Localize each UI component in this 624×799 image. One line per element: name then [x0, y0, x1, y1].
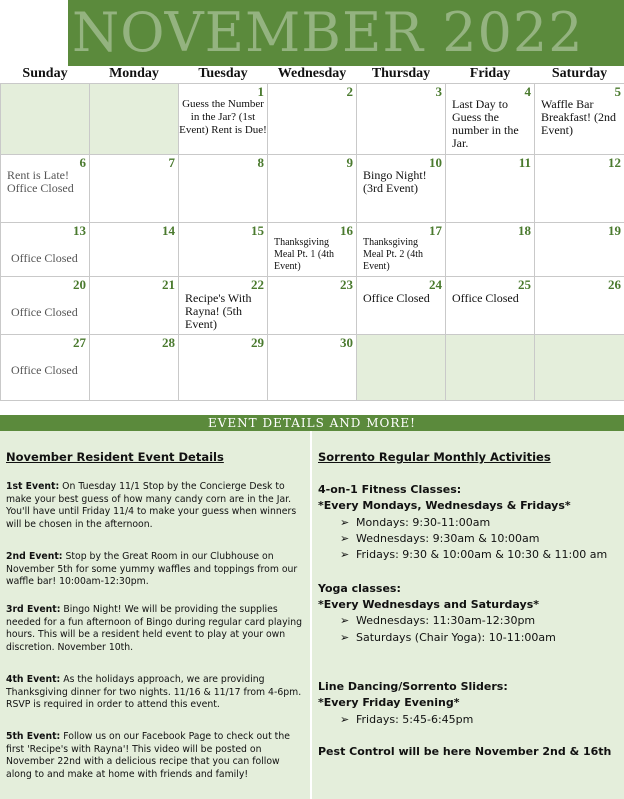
- yoga-time: Saturdays (Chair Yoga): 10-11:00am: [356, 631, 556, 644]
- week-row: [1, 83, 624, 154]
- event-paragraph-5: [6, 731, 306, 781]
- arrow-bullet-icon: ➢: [340, 631, 350, 644]
- day-cell-20: [1, 276, 90, 334]
- day-cell-10: [357, 154, 446, 222]
- day-number: 16: [340, 222, 353, 238]
- weekday-friday: Friday: [446, 66, 535, 83]
- day-cell-15: [179, 222, 268, 276]
- day-number: 25: [518, 276, 531, 292]
- monthly-activities-header: Sorrento Regular Monthly Activities: [318, 450, 551, 464]
- day-cell-12: [535, 154, 624, 222]
- day-cell-30: [268, 334, 357, 400]
- event-label: 3rd Event:: [6, 604, 61, 615]
- day-number: 5: [614, 83, 621, 99]
- day-cell-1: [179, 83, 268, 154]
- day-cell-3: [357, 83, 446, 154]
- week-row: [1, 154, 624, 222]
- day-cell-17: [357, 222, 446, 276]
- day-cell-24: [357, 276, 446, 334]
- yoga-title: Yoga classes:: [318, 582, 401, 595]
- details-title: EVENT DETAILS AND MORE!: [208, 416, 416, 430]
- weekday-wednesday: Wednesday: [268, 66, 357, 83]
- arrow-bullet-icon: ➢: [340, 516, 350, 529]
- day-event-text: Thanksgiving Meal Pt. 1 (4th Event): [274, 236, 334, 272]
- day-number: 9: [346, 154, 353, 170]
- day-cell-11: [446, 154, 535, 222]
- arrow-bullet-icon: ➢: [340, 548, 350, 561]
- day-cell-16: [268, 222, 357, 276]
- day-event-text: Rent is Late! Office Closed: [7, 167, 74, 195]
- weekday-monday: Monday: [90, 66, 179, 83]
- week-row: [1, 222, 624, 276]
- day-number: 23: [340, 276, 353, 292]
- day-cell-9: [268, 154, 357, 222]
- fitness-item: [340, 532, 540, 545]
- empty-cell: [535, 334, 624, 400]
- day-event-text: Guess the Number in the Jar? (1st Event) Rent is Due!: [179, 97, 267, 136]
- day-cell-13: [1, 222, 90, 276]
- event-text: On Tuesday 11/1 Stop by the Concierge Desk to make your best guess of how many candy corn are in the Jar. You'll have until Friday 11/4 to make your guess when winners will be chosen in the afternoon.: [6, 481, 297, 530]
- arrow-bullet-icon: ➢: [340, 532, 350, 545]
- line-dancing-schedule: *Every Friday Evening*: [318, 696, 460, 709]
- day-number: 28: [162, 334, 175, 350]
- day-number: 10: [429, 154, 442, 170]
- day-cell-8: [179, 154, 268, 222]
- event-text: Bingo Night! We will be providing the supplies needed for a fun afternoon of Bingo during regular card playing hours. This will be a resident held event to play at your own discretion. November 10th.: [6, 604, 302, 653]
- day-number: 13: [73, 222, 86, 238]
- day-number: 27: [73, 334, 86, 350]
- weekday-tuesday: Tuesday: [179, 66, 268, 83]
- day-number: 22: [251, 276, 264, 292]
- day-number: 15: [251, 222, 264, 238]
- fitness-schedule: *Every Mondays, Wednesdays & Fridays*: [318, 499, 571, 512]
- line-dancing-time: Fridays: 5:45-6:45pm: [356, 713, 474, 726]
- event-paragraph-3: [6, 604, 306, 654]
- column-divider: [310, 431, 312, 799]
- day-cell-28: [90, 334, 179, 400]
- event-paragraph-4: [6, 674, 306, 712]
- month-title: NOVEMBER 2022: [72, 1, 584, 64]
- day-cell-5: [535, 83, 624, 154]
- day-number: 7: [168, 154, 175, 170]
- day-number: 30: [340, 334, 353, 350]
- day-number: 4: [524, 83, 531, 99]
- day-event-text: Thanksgiving Meal Pt. 2 (4th Event): [363, 236, 423, 272]
- day-event-text: Last Day to Guess the number in the Jar.: [452, 96, 519, 150]
- fitness-title: 4-on-1 Fitness Classes:: [318, 483, 462, 496]
- day-cell-23: [268, 276, 357, 334]
- yoga-item: [340, 614, 535, 627]
- event-text: Follow us on our Facebook Page to check out the first 'Recipe's with Rayna'! This video will be posted on November 22nd with a delicious recipe that you can follow along to and make at home with friends and family!: [6, 731, 290, 780]
- day-event-text: Office Closed: [11, 250, 78, 265]
- day-cell-26: [535, 276, 624, 334]
- pest-control-note: Pest Control will be here November 2nd & 16th: [318, 745, 612, 758]
- day-number: 18: [518, 222, 531, 238]
- day-number: 19: [608, 222, 621, 238]
- empty-cell: [90, 83, 179, 154]
- event-label: 1st Event:: [6, 481, 60, 492]
- event-text: Stop by the Great Room in our Clubhouse on November 5th for some yummy waffles and toppings from our waffle bar! 10:00am-12:30pm.: [6, 551, 298, 587]
- day-number: 6: [79, 154, 86, 170]
- day-number: 12: [608, 154, 621, 170]
- fitness-item: [340, 516, 490, 529]
- day-event-text: Office Closed: [11, 362, 78, 377]
- arrow-bullet-icon: ➢: [340, 614, 350, 627]
- event-label: 5th Event:: [6, 731, 61, 742]
- week-row: [1, 334, 624, 400]
- weekday-thursday: Thursday: [357, 66, 446, 83]
- day-number: 2: [346, 83, 353, 99]
- line-dancing-item: [340, 713, 473, 726]
- day-number: 24: [429, 276, 442, 292]
- day-number: 3: [435, 83, 442, 99]
- day-event-text: Recipe's With Rayna! (5th Event): [185, 290, 252, 331]
- fitness-time: Wednesdays: 9:30am & 10:00am: [356, 532, 540, 545]
- fitness-time: Mondays: 9:30-11:00am: [356, 516, 491, 529]
- day-event-text: Office Closed: [452, 290, 519, 305]
- day-cell-29: [179, 334, 268, 400]
- day-cell-4: [446, 83, 535, 154]
- fitness-item: [340, 548, 607, 561]
- weekday-header-row: [1, 66, 624, 83]
- empty-cell: [357, 334, 446, 400]
- day-number: 1: [257, 83, 264, 99]
- line-dancing-title: Line Dancing/Sorrento Sliders:: [318, 680, 508, 693]
- day-number: 29: [251, 334, 264, 350]
- weekday-sunday: Sunday: [1, 66, 90, 83]
- day-cell-6: [1, 154, 90, 222]
- day-number: 11: [518, 154, 531, 170]
- day-number: 21: [162, 276, 175, 292]
- day-cell-14: [90, 222, 179, 276]
- resident-events-header: November Resident Event Details: [6, 450, 224, 464]
- day-cell-18: [446, 222, 535, 276]
- arrow-bullet-icon: ➢: [340, 713, 350, 726]
- day-cell-21: [90, 276, 179, 334]
- empty-cell: [446, 334, 535, 400]
- event-label: 4th Event:: [6, 674, 61, 685]
- yoga-item: [340, 631, 556, 644]
- weekday-saturday: Saturday: [535, 66, 624, 83]
- yoga-schedule: *Every Wednesdays and Saturdays*: [318, 598, 539, 611]
- day-number: 8: [257, 154, 264, 170]
- day-number: 14: [162, 222, 175, 238]
- event-paragraph-1: [6, 481, 306, 531]
- calendar-grid: [0, 66, 624, 401]
- day-event-text: Office Closed: [363, 290, 430, 305]
- day-cell-7: [90, 154, 179, 222]
- day-number: 26: [608, 276, 621, 292]
- event-paragraph-2: [6, 551, 306, 589]
- yoga-time: Wednesdays: 11:30am-12:30pm: [356, 614, 536, 627]
- day-number: 20: [73, 276, 86, 292]
- event-label: 2nd Event:: [6, 551, 63, 562]
- fitness-time: Fridays: 9:30 & 10:00am & 10:30 & 11:00 am: [356, 548, 608, 561]
- day-cell-19: [535, 222, 624, 276]
- day-event-text: Office Closed: [11, 304, 78, 319]
- week-row: [1, 276, 624, 334]
- day-cell-25: [446, 276, 535, 334]
- day-event-text: Waffle Bar Breakfast! (2nd Event): [541, 96, 616, 137]
- day-cell-22: [179, 276, 268, 334]
- event-text: As the holidays approach, we are providing Thanksgiving dinner for two nights. 11/16 & 11/17 from 4-6pm. RSVP is required in order to attend this event.: [6, 674, 302, 710]
- day-event-text: Bingo Night! (3rd Event): [363, 167, 427, 195]
- day-cell-2: [268, 83, 357, 154]
- empty-cell: [1, 83, 90, 154]
- day-cell-27: [1, 334, 90, 400]
- day-number: 17: [429, 222, 442, 238]
